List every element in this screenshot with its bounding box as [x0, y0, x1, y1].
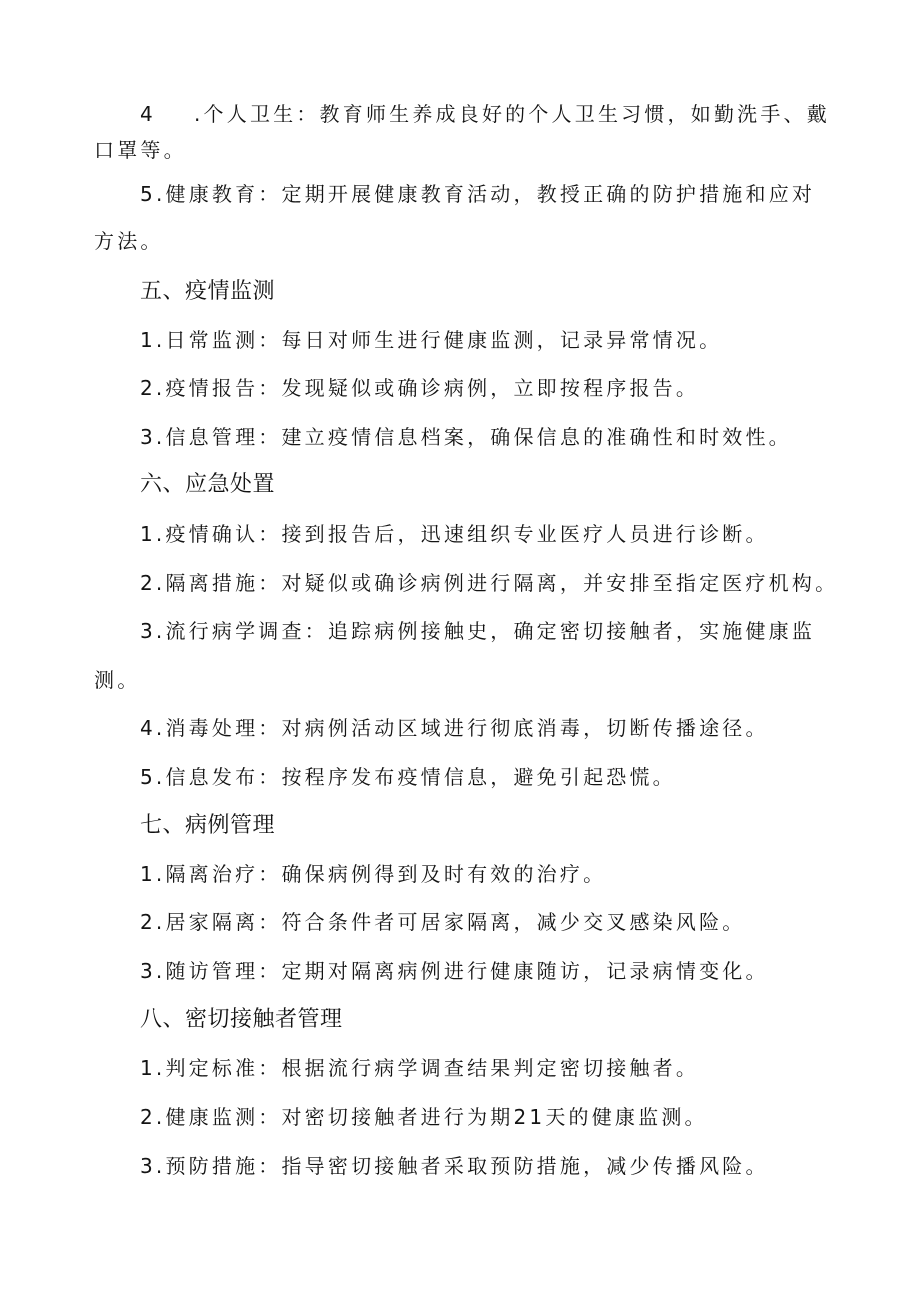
list-item: 3.信息管理：建立疫情信息档案，确保信息的准确性和时效性。 [140, 425, 792, 449]
list-item: 2.隔离措施：对疑似或确诊病例进行隔离，并安排至指定医疗机构。 [140, 571, 839, 595]
list-item: 1.日常监测：每日对师生进行健康监测，记录异常情况。 [140, 328, 723, 352]
list-item: 3.随访管理：定期对隔离病例进行健康随访，记录病情变化。 [140, 959, 769, 983]
list-item-continuation: 测。 [94, 668, 141, 692]
list-item: 4.消毒处理：对病例活动区域进行彻底消毒，切断传播途径。 [140, 716, 769, 740]
list-item: 2.健康监测：对密切接触者进行为期21天的健康监测。 [140, 1105, 708, 1129]
item-number: 4 [140, 102, 156, 126]
item-text: .个人卫生：教育师生养成良好的个人卫生习惯，如勤洗手、戴 [194, 102, 830, 126]
paragraph-item-4-continuation: 口罩等。 [94, 138, 187, 162]
list-item: 5.信息发布：按程序发布疫情信息，避免引起恐慌。 [140, 765, 676, 789]
list-item: 2.居家隔离：符合条件者可居家隔离，减少交叉感染风险。 [140, 910, 746, 934]
list-item: 3.预防措施：指导密切接触者采取预防措施，减少传播风险。 [140, 1154, 769, 1178]
item-number: 5 [140, 182, 156, 206]
list-item: 1.隔离治疗：确保病例得到及时有效的治疗。 [140, 862, 607, 886]
section-heading: 八、密切接触者管理 [140, 1007, 343, 1032]
item-text: .健康教育：定期开展健康教育活动，教授正确的防护措施和应对 [155, 182, 816, 206]
list-item: 3.流行病学调查：追踪病例接触史，确定密切接触者，实施健康监 [140, 619, 816, 643]
paragraph-item-5-continuation: 方法。 [94, 229, 164, 253]
section-heading: 五、疫情监测 [140, 279, 276, 304]
list-item: 2.疫情报告：发现疑似或确诊病例，立即按程序报告。 [140, 376, 700, 400]
paragraph-item-4 [140, 100, 830, 128]
list-item: 1.判定标准：根据流行病学调查结果判定密切接触者。 [140, 1056, 700, 1080]
list-item: 1.疫情确认：接到报告后，迅速组织专业医疗人员进行诊断。 [140, 522, 769, 546]
section-heading: 六、应急处置 [140, 472, 276, 497]
section-heading: 七、病例管理 [140, 813, 276, 838]
paragraph-item-5 [140, 180, 815, 208]
